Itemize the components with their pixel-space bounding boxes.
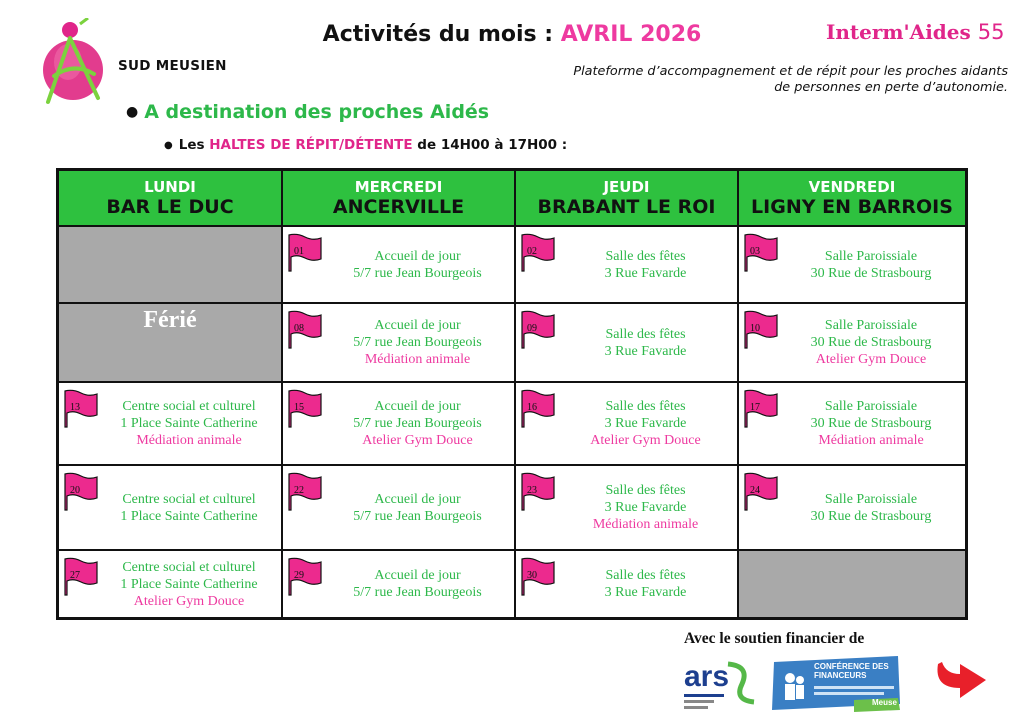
venue-address: 3 Rue Favarde [604, 500, 687, 515]
activity-label: Médiation animale [818, 433, 924, 448]
bullet-icon: ● [164, 140, 173, 151]
date-flag-icon [743, 310, 779, 350]
schedule-cell [739, 466, 965, 549]
section-title-text: A destination des proches Aidés [144, 101, 490, 123]
brand-logo [826, 20, 1004, 44]
venue-name: Centre social et culturel [122, 559, 256, 575]
column-city: LIGNY EN BARROIS [751, 195, 953, 218]
date-flag-icon [63, 389, 99, 429]
schedule-table [56, 168, 968, 620]
date-flag-icon [743, 472, 779, 512]
subtitle-prefix: Les [178, 137, 210, 153]
date-flag-icon [287, 310, 323, 350]
schedule-cell [516, 304, 737, 381]
empty-cell [59, 304, 281, 381]
title-month: AVRIL 2026 [560, 22, 702, 47]
venue-name: Accueil de jour [374, 491, 461, 507]
date-number: 02 [527, 246, 537, 257]
schedule-cell [516, 227, 737, 302]
date-number: 23 [527, 485, 537, 496]
column-city: BAR LE DUC [106, 195, 234, 218]
venue-address: 3 Rue Favarde [604, 585, 687, 600]
venue-address: 5/7 rue Jean Bourgeois [353, 416, 482, 431]
brand-name: Interm'Aides [826, 20, 971, 44]
conference-logo-sub: Meuse [872, 698, 897, 707]
subtitle-suffix: de 14H00 à 17H00 : [412, 137, 568, 153]
activity-label: Médiation animale [136, 433, 242, 448]
date-number: 24 [750, 485, 760, 496]
schedule-cell [283, 227, 514, 302]
date-number: 29 [294, 570, 304, 581]
date-number: 20 [70, 485, 80, 496]
date-number: 10 [750, 323, 760, 334]
tagline-line-1: Plateforme d’accompagnement et de répit pour les proches aidants [573, 64, 1008, 79]
date-flag-icon [287, 557, 323, 597]
activity-label: Atelier Gym Douce [590, 433, 701, 448]
activity-label: Atelier Gym Douce [362, 433, 473, 448]
bullet-icon: ● [126, 104, 139, 120]
column-day: JEUDI [603, 177, 650, 196]
column-header [59, 171, 281, 225]
venue-name: Accueil de jour [374, 318, 461, 333]
date-number: 17 [750, 402, 760, 413]
venue-address: 1 Place Sainte Catherine [120, 576, 258, 592]
schedule-cell [283, 466, 514, 549]
date-number: 16 [527, 402, 537, 413]
ars-logo-text: ars [684, 660, 730, 693]
venue-name: Salle des fêtes [605, 399, 686, 414]
date-number: 09 [527, 323, 537, 334]
column-day: MERCREDI [354, 177, 443, 196]
venue-name: Salle Paroissiale [824, 318, 918, 333]
venue-address: 5/7 rue Jean Bourgeois [353, 265, 482, 281]
column-header [739, 171, 965, 225]
activity-label: Atelier Gym Douce [133, 593, 245, 609]
column-header [283, 171, 514, 225]
date-flag-icon [287, 233, 323, 273]
date-flag-icon [520, 557, 556, 597]
empty-cell [739, 551, 965, 617]
holiday-label: Férié [143, 307, 197, 333]
schedule-cell [283, 304, 514, 381]
date-flag-icon [743, 233, 779, 273]
schedule-cell [739, 227, 965, 302]
empty-cell [59, 227, 281, 302]
section-title [126, 101, 489, 123]
column-day: VENDREDI [808, 177, 896, 196]
venue-name: Salle Paroissiale [824, 491, 918, 507]
activity-label: Médiation animale [364, 352, 471, 367]
red-arrow-right-icon[interactable] [930, 658, 990, 704]
activity-label: Atelier Gym Douce [815, 352, 927, 367]
date-number: 30 [527, 570, 537, 581]
date-number: 08 [294, 323, 304, 334]
venue-name: Accueil de jour [374, 399, 461, 414]
schedule-cell [516, 551, 737, 617]
tagline [573, 64, 1008, 96]
venue-name: Salle des fêtes [605, 568, 686, 583]
activity-label: Médiation animale [592, 517, 699, 532]
schedule-cell [739, 304, 965, 381]
section-subtitle [164, 137, 567, 153]
venue-address: 3 Rue Favarde [604, 416, 687, 431]
venue-address: 5/7 rue Jean Bourgeois [353, 508, 482, 524]
venue-address: 30 Rue de Strasbourg [810, 265, 932, 281]
venue-name: Centre social et culturel [122, 399, 256, 414]
date-number: 01 [294, 246, 304, 257]
schedule-cell [516, 466, 737, 549]
title-prefix: Activités du mois : [322, 22, 561, 47]
date-flag-icon [63, 472, 99, 512]
brand-number: 55 [977, 20, 1005, 44]
support-text: Avec le soutien financier de [684, 630, 865, 647]
venue-name: Accueil de jour [374, 248, 461, 264]
date-number: 13 [70, 402, 80, 413]
venue-name: Salle des fêtes [605, 483, 686, 498]
date-number: 15 [294, 402, 304, 413]
ars-logo [680, 656, 762, 712]
venue-name: Centre social et culturel [122, 491, 256, 507]
column-city: ANCERVILLE [332, 195, 465, 218]
venue-name: Salle des fêtes [605, 326, 686, 342]
venue-address: 30 Rue de Strasbourg [810, 508, 932, 524]
date-flag-icon [63, 557, 99, 597]
conference-logo-title: CONFÉRENCE DES FINANCEURS [814, 662, 889, 680]
venue-address: 1 Place Sainte Catherine [120, 416, 258, 431]
venue-name: Salle Paroissiale [824, 248, 918, 264]
venue-address: 5/7 rue Jean Bourgeois [353, 335, 482, 350]
venue-address: 30 Rue de Strasbourg [810, 335, 932, 350]
venue-name: Salle des fêtes [605, 248, 686, 264]
date-flag-icon [520, 472, 556, 512]
date-flag-icon [520, 233, 556, 273]
column-day: LUNDI [144, 177, 196, 196]
schedule-cell [516, 383, 737, 464]
schedule-cell [283, 383, 514, 464]
date-number: 22 [294, 485, 304, 496]
venue-address: 30 Rue de Strasbourg [810, 416, 932, 431]
column-header [516, 171, 737, 225]
subtitle-highlight: HALTES DE RÉPIT/DÉTENTE [209, 137, 413, 153]
date-flag-icon [520, 389, 556, 429]
date-flag-icon [287, 472, 323, 512]
venue-address: 5/7 rue Jean Bourgeois [353, 585, 482, 600]
date-flag-icon [520, 310, 556, 350]
venue-address: 1 Place Sainte Catherine [120, 508, 258, 524]
tagline-line-2: de personnes en perte d’autonomie. [774, 80, 1008, 95]
schedule-cell [59, 383, 281, 464]
date-flag-icon [743, 389, 779, 429]
date-number: 03 [750, 246, 760, 257]
venue-address: 3 Rue Favarde [604, 265, 687, 281]
date-flag-icon [287, 389, 323, 429]
venue-name: Accueil de jour [374, 568, 461, 583]
column-city: BRABANT LE ROI [537, 195, 716, 218]
venue-name: Salle Paroissiale [824, 399, 918, 414]
date-number: 27 [70, 570, 80, 581]
schedule-cell [283, 551, 514, 617]
organization-name: SUD MEUSIEN [118, 58, 227, 74]
schedule-cell [59, 551, 281, 617]
schedule-cell [739, 383, 965, 464]
venue-address: 3 Rue Favarde [604, 343, 687, 359]
schedule-cell [59, 466, 281, 549]
